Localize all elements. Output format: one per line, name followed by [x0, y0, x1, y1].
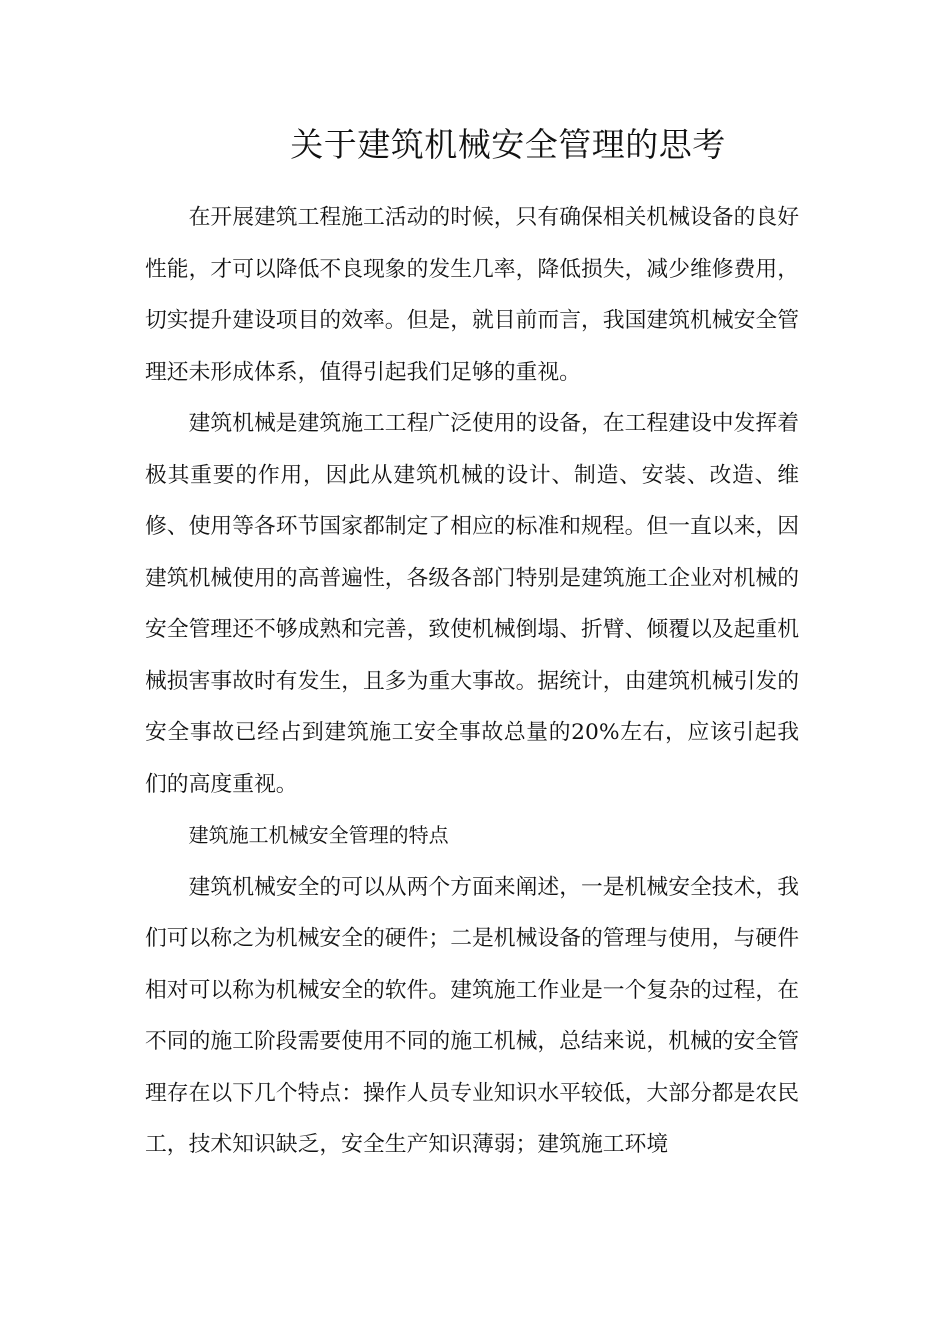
paragraph-characteristics: 建筑机械安全的可以从两个方面来阐述，一是机械安全技术，我们可以称之为机械安全的硬件；二是机械设备的管理与使用，与硬件相对可以称为机械安全的软件。建筑施工作业是一个复杂的过程，在不同的施工阶段需要使用不同的施工机械，总结来说，机械的安全管理存在以下几个特点：操作人员专业知识水平较低，大部分都是农民工，技术知识缺乏，安全生产知识薄弱；建筑施工环境 — [145, 874, 799, 1157]
paragraph-intro: 在开展建筑工程施工活动的时候，只有确保相关机械设备的良好性能，才可以降低不良现象的发生几率，降低损失，减少维修费用，切实提升建设项目的效率。但是，就目前而言，我国建筑机械安全管理还未形成体系，值得引起我们足够的重视。 — [145, 205, 799, 385]
section-heading: 建筑施工机械安全管理的特点 — [188, 823, 449, 847]
document-body — [145, 192, 799, 1171]
document-title: 关于建筑机械安全管理的思考 — [290, 125, 726, 164]
paragraph-background: 建筑机械是建筑施工工程广泛使用的设备，在工程建设中发挥着极其重要的作用，因此从建筑机械的设计、制造、安装、改造、维修、使用等各环节国家都制定了相应的标准和规程。但一直以来，因建筑机械使用的高普遍性，各级各部门特别是建筑施工企业对机械的安全管理还不够成熟和完善，致使机械倒塌、折臂、倾覆以及起重机械损害事故时有发生，且多为重大事故。据统计，由建筑机械引发的安全事故已经占到建筑施工安全事故总量的20%左右，应该引起我们的高度重视。 — [145, 411, 799, 797]
